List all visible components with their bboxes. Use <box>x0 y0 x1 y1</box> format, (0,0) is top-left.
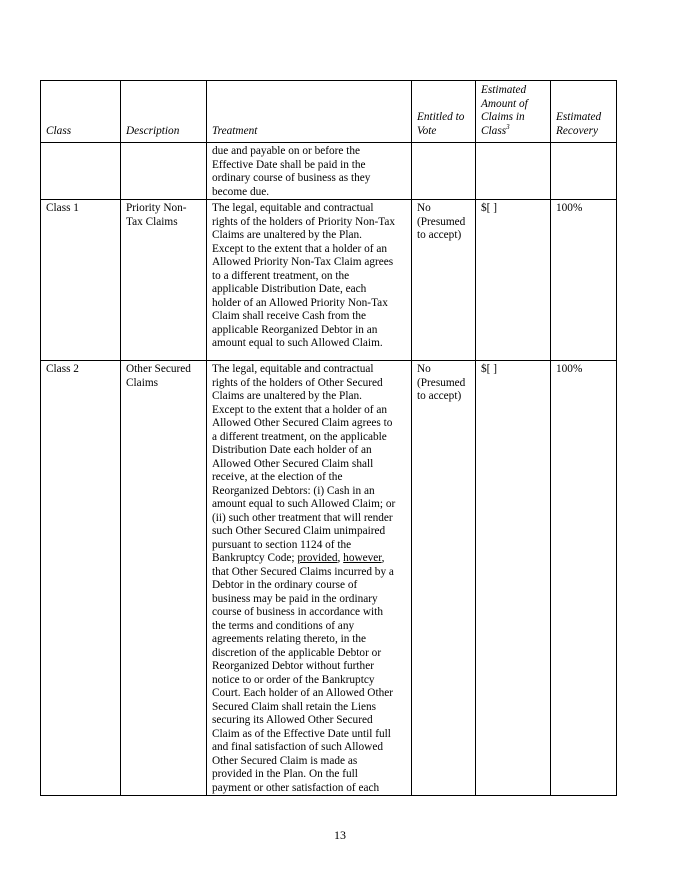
vote-text: No (Presumed to accept) <box>417 363 466 402</box>
cell-recovery <box>551 200 617 361</box>
cell-treatment <box>207 143 412 200</box>
header-estimated-amount-label: Estimated Amount of Claims in Class <box>481 84 528 137</box>
cell-vote <box>412 361 476 796</box>
cell-treatment <box>207 200 412 361</box>
amount-text: $[ ] <box>481 363 497 375</box>
provided-term: provided <box>297 552 338 564</box>
page-number: 13 <box>334 828 346 842</box>
header-estimated-recovery: Estimated Recovery <box>551 81 617 143</box>
treatment-text-part: The legal, equitable and contractual rights of the holders of Other Secured Claims are unaltered by the Plan. Except to the extent that a holder of an Allowed Other Secured Claim agrees to a different treatment, on the applicable Distribution Date each holder of an Allowed Other Secured Claim shall receive, at the election of the Reorganized Debtors: (i) Cash in an amount equal to such Allowed Claim; or (ii) such other treatment that will render such Other Secured Claim unimpaired pursuant to section 1124 of the Bankruptcy Code; <box>212 363 396 564</box>
cell-empty <box>41 143 121 200</box>
description-text: Priority Non- Tax Claims <box>126 202 187 228</box>
description-text: Other Secured Claims <box>126 363 191 389</box>
however-term: however <box>343 552 382 564</box>
table-row-continuation <box>41 143 617 200</box>
cell-empty <box>551 143 617 200</box>
treatment-text: due and payable on or before the Effective Date shall be paid in the ordinary course of business as they become due. <box>212 145 371 198</box>
cell-empty <box>412 143 476 200</box>
cell-description <box>121 200 207 361</box>
amount-text: $[ ] <box>481 202 497 214</box>
header-class: Class <box>41 81 121 143</box>
table-header-row <box>41 81 617 143</box>
table-row <box>41 200 617 361</box>
recovery-text: 100% <box>556 202 583 214</box>
footnote-marker: 3 <box>506 122 510 131</box>
treatment-text <box>212 363 406 795</box>
cell-class <box>41 361 121 796</box>
treatment-comma: , <box>337 552 344 564</box>
cell-empty <box>476 143 551 200</box>
header-description: Description <box>121 81 207 143</box>
cell-empty <box>121 143 207 200</box>
cell-description <box>121 361 207 796</box>
classification-table <box>40 80 617 796</box>
class-text: Class 2 <box>46 363 79 375</box>
header-entitled-to-vote: Entitled to Vote <box>412 81 476 143</box>
treatment-text-part: , that Other Secured Claims incurred by a Debtor in the ordinary course of business may be paid in the ordinary course of business in accordance with the terms and conditions of any agreements relating thereto, in the discretion of the applicable Debtor or Reorganized Debtor without further notice to or order of the Bankruptcy Court. Each holder of an Allowed Other Secured Claim shall retain the Liens securing its Allowed Other Secured Claim as of the Effective Date until full and final satisfaction of such Allowed Other Secured Claim is made as provided in the Plan. On the full payment or other satisfaction of each <box>212 552 394 794</box>
recovery-text: 100% <box>556 363 583 375</box>
cell-amount <box>476 361 551 796</box>
cell-treatment <box>207 361 412 796</box>
header-treatment: Treatment <box>207 81 412 143</box>
table-row <box>41 361 617 796</box>
header-estimated-amount <box>476 81 551 143</box>
class-text: Class 1 <box>46 202 79 214</box>
cell-vote <box>412 200 476 361</box>
cell-amount <box>476 200 551 361</box>
treatment-text: The legal, equitable and contractual rights of the holders of Priority Non-Tax Claims are unaltered by the Plan. Except to the extent that a holder of an Allowed Priority Non-Tax Claim agrees to a different treatment, on the applicable Distribution Date, each holder of an Allowed Priority Non-Tax Claim shall receive Cash from the applicable Reorganized Debtor in an amount equal to such Allowed Claim. <box>212 202 396 349</box>
cell-recovery <box>551 361 617 796</box>
vote-text: No (Presumed to accept) <box>417 202 466 241</box>
cell-class <box>41 200 121 361</box>
